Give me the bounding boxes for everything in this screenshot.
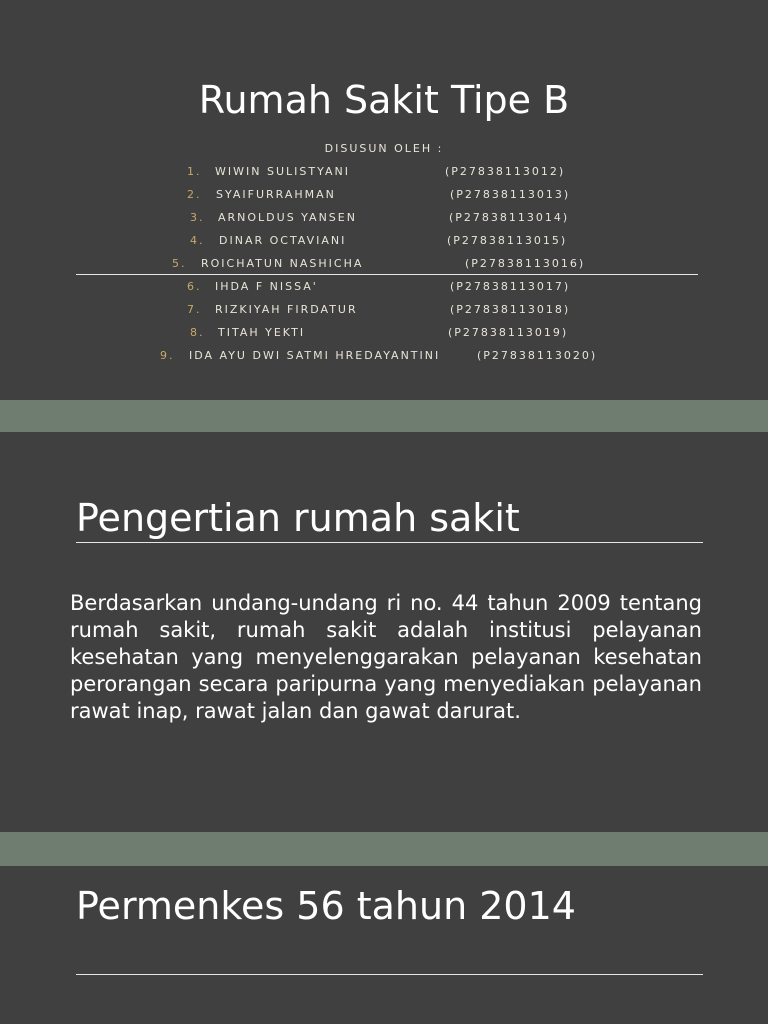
author-item <box>190 326 569 339</box>
author-name: DINAR OCTAVIANI <box>219 234 347 247</box>
slide-2-title: Pengertian rumah sakit <box>76 496 520 540</box>
slide-3-title-rule <box>76 974 703 975</box>
author-name: SYAIFURRAHMAN <box>216 188 336 201</box>
author-number: 2. <box>187 188 202 201</box>
author-nim: (P27838113015) <box>447 234 568 247</box>
slide-3 <box>0 866 768 1024</box>
author-name: IDA AYU DWI SATMI HREDAYANTINI <box>189 349 441 362</box>
author-item <box>190 211 570 224</box>
author-item <box>172 257 586 270</box>
slide-divider <box>0 832 768 866</box>
author-name: TITAH YEKTI <box>218 326 306 339</box>
author-name: WIWIN SULISTYANI <box>215 165 350 178</box>
author-nim: (P27838113012) <box>445 165 566 178</box>
slide-1-title: Rumah Sakit Tipe B <box>198 78 570 122</box>
author-name: IHDA F NISSA' <box>215 280 318 293</box>
author-item <box>160 349 598 362</box>
author-number: 9. <box>160 349 175 362</box>
author-nim: (P27838113020) <box>477 349 598 362</box>
author-item <box>187 280 571 293</box>
slide-divider <box>0 400 768 432</box>
slide-2 <box>0 432 768 832</box>
author-item <box>187 303 571 316</box>
authors-rule <box>76 274 698 275</box>
author-nim: (P27838113019) <box>448 326 569 339</box>
author-number: 5. <box>172 257 187 270</box>
author-item <box>187 165 566 178</box>
author-name: RIZKIYAH FIRDATUR <box>215 303 358 316</box>
author-number: 6. <box>187 280 202 293</box>
slide-2-title-rule <box>76 542 703 543</box>
author-number: 8. <box>190 326 205 339</box>
author-number: 3. <box>190 211 205 224</box>
author-nim: (P27838113014) <box>449 211 570 224</box>
author-nim: (P27838113013) <box>450 188 571 201</box>
author-number: 7. <box>187 303 202 316</box>
authors-heading: DISUSUN OLEH : <box>324 142 444 155</box>
author-item <box>187 188 571 201</box>
slide-3-title: Permenkes 56 tahun 2014 <box>76 884 576 928</box>
author-number: 4. <box>190 234 205 247</box>
author-nim: (P27838113018) <box>450 303 571 316</box>
author-name: ARNOLDUS YANSEN <box>218 211 357 224</box>
slide-2-body: Berdasarkan undang-undang ri no. 44 tahun 2009 tentang rumah sakit, rumah sakit adalah institusi pelayanan kesehatan yang menyelenggarakan pelayanan kesehatan perorangan secara paripurna yang menyediakan pelayanan rawat inap, rawat jalan dan gawat darurat. <box>70 591 702 723</box>
author-number: 1. <box>187 165 202 178</box>
author-item <box>190 234 568 247</box>
author-name: ROICHATUN NASHICHA <box>201 257 364 270</box>
slide-1 <box>0 0 768 400</box>
author-nim: (P27838113016) <box>465 257 586 270</box>
author-nim: (P27838113017) <box>450 280 571 293</box>
